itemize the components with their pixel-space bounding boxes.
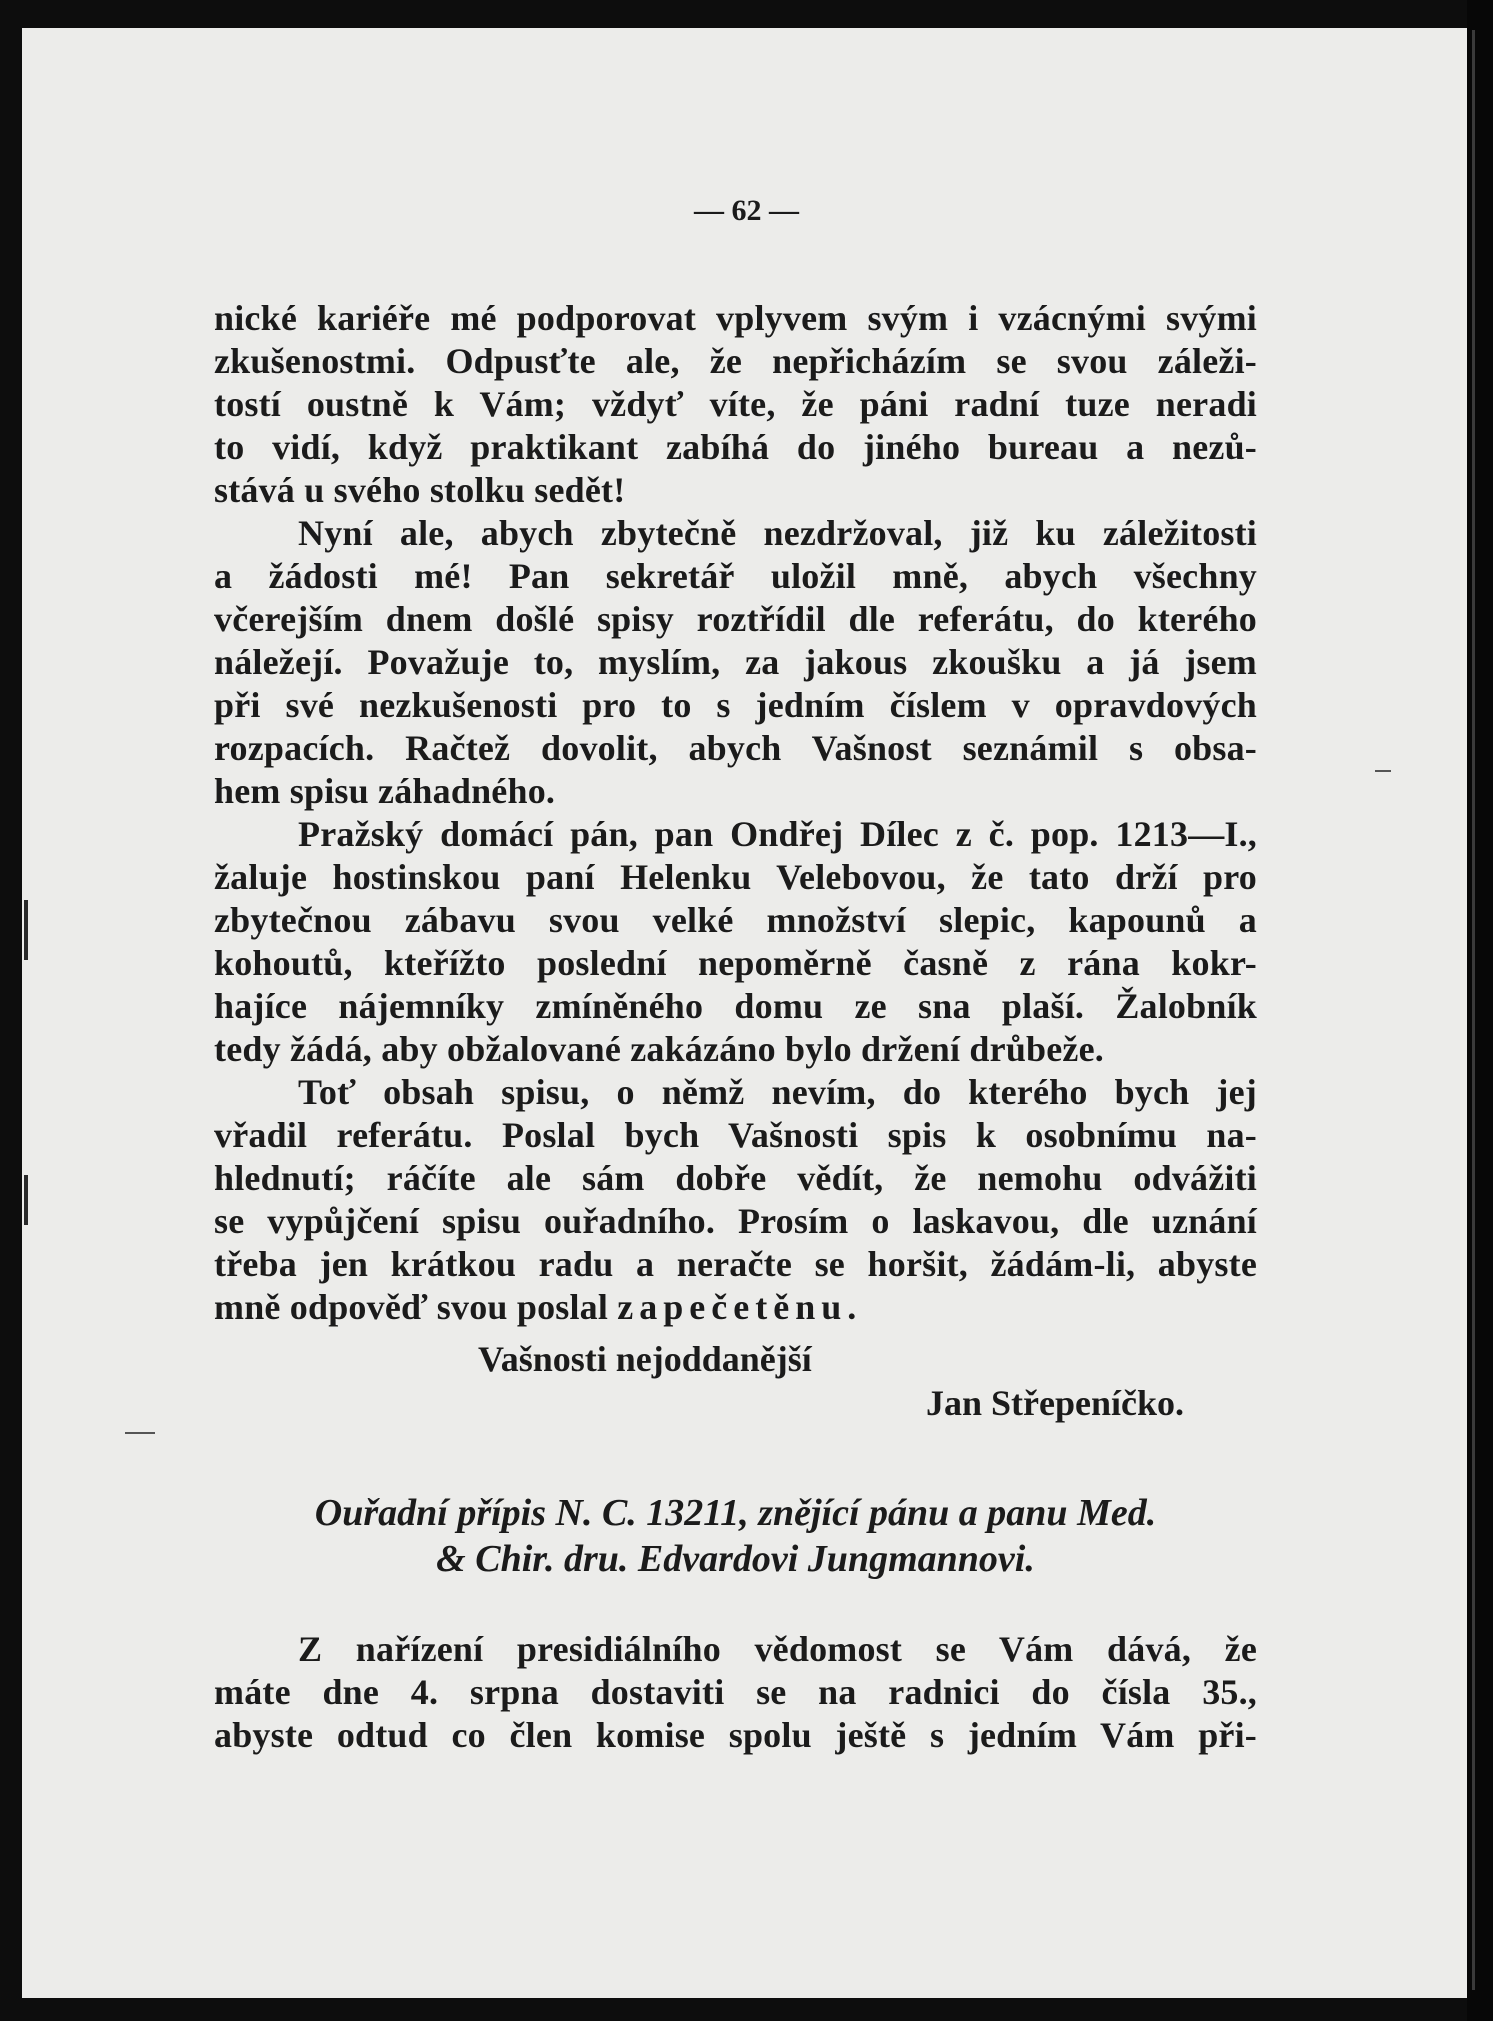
text-line: stává u svého stolku sedět! [214,470,626,510]
text-line: kohoutů, kteřížto poslední nepoměrně časně z rána kokr- [214,943,1257,983]
text-line: se vypůjčení spisu ouřadního. Prosím o laskavou, dle uznání [214,1201,1257,1241]
scan-mark [125,1432,155,1434]
text-line: třeba jen krátkou radu a neračte se horšit, žádám-li, abyste [214,1244,1257,1284]
text-line: rozpacích. Račtež dovolit, abych Vašnost seznámil s obsa- [214,728,1257,768]
section-heading [214,1490,1257,1582]
text-line: při své nezkušenosti pro to s jedním číslem v opravdových [214,685,1257,725]
text-line: a žádosti mé! Pan sekretář uložil mně, abych všechny [214,556,1257,596]
text-line-final [214,1286,1257,1329]
salutation: Vašnosti nejoddanější [478,1339,812,1379]
text-line: vřadil referátu. Poslal bych Vašnosti spis k osobnímu na- [214,1115,1257,1155]
text-line: hlednutí; ráčíte ale sám dobře vědít, že nemohu odvážiti [214,1158,1257,1198]
text-line: včerejším dnem došlé spisy roztřídil dle referátu, do kterého [214,599,1257,639]
spaced-word: zapečetěnu. [617,1287,863,1327]
text-line: hem spisu záhadného. [214,771,556,811]
text-line: hajíce nájemníky zmíněného domu ze sna plaší. Žalobník [214,986,1257,1026]
text-line: máte dne 4. srpna dostaviti se na radnici do čísla 35., [214,1672,1257,1712]
page-edge-line [1472,30,1475,1990]
text-fragment: mně odpověď svou poslal [214,1287,609,1327]
heading-line: & Chir. dru. Edvardovi Jungmannovi. [436,1538,1035,1580]
text-line: Pražský domácí pán, pan Ondřej Dílec z č. pop. 1213—I., [298,814,1257,854]
paragraph-3 [214,813,1257,1071]
paragraph-1 [214,297,1257,512]
text-line: nické kariéře mé podporovat vplyvem svým i vzácnými svými [214,298,1257,338]
page-edge-shadow [1467,0,1493,2021]
signature: Jan Střepeníčko. [926,1383,1185,1423]
scan-mark [1375,770,1391,772]
text-line: žaluje hostinskou paní Helenku Velebovou, že tato drží pro [214,857,1257,897]
text-line: náležejí. Považuje to, myslím, za jakous zkoušku a já jsem [214,642,1257,682]
text-line: zbytečnou zábavu svou velké množství slepic, kapounů a [214,900,1257,940]
text-line: tostí oustně k Vám; vždyť víte, že páni radní tuze neradi [214,384,1257,424]
scan-mark [24,900,28,960]
text-line: tedy žádá, aby obžalované zakázáno bylo držení drůbeže. [214,1029,1104,1069]
paragraph-2 [214,512,1257,813]
text-line: to vidí, když praktikant zabíhá do jiného bureau a nezů- [214,427,1257,467]
heading-line: Ouřadní přípis N. C. 13211, znějící pánu a panu Med. [314,1492,1157,1534]
page-number: — 62 — [694,194,799,227]
text-line: Nyní ale, abych zbytečně nezdržoval, již ku záležitosti [298,513,1257,553]
text-line: Toť obsah spisu, o němž nevím, do kterého bych jej [298,1072,1257,1112]
text-line: zkušenostmi. Odpusťte ale, že nepřicházím se svou záleži- [214,341,1257,381]
paragraph-5 [214,1628,1257,1757]
paragraph-4 [214,1071,1257,1329]
text-line: abyste odtud co člen komise spolu ještě s jedním Vám při- [214,1715,1257,1755]
text-line: Z nařízení presidiálního vědomost se Vám dává, že [298,1629,1257,1669]
scan-mark [24,1175,28,1225]
